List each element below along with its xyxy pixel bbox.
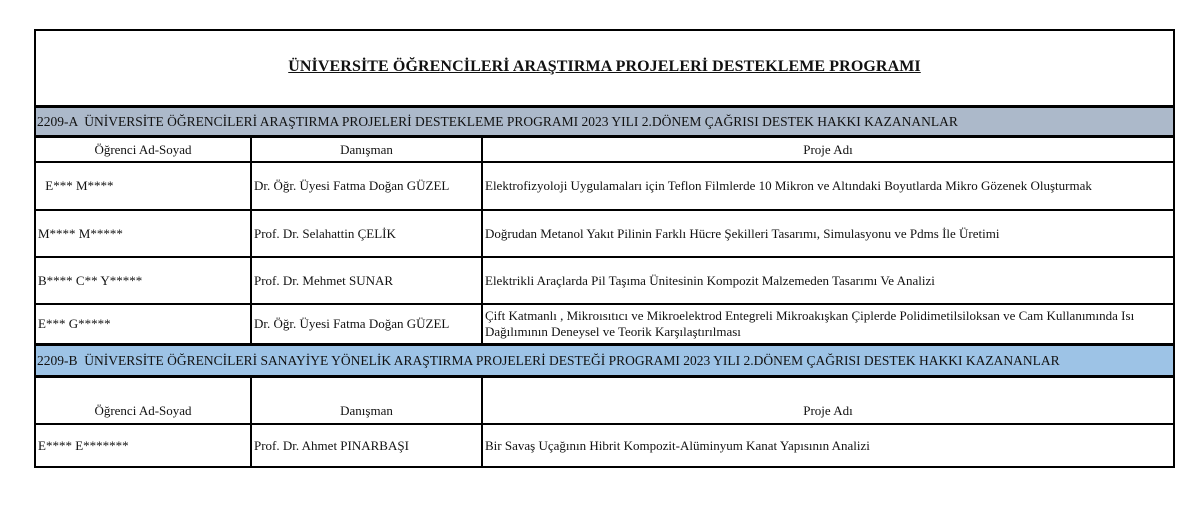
section-a-heading: 2209-A ÜNİVERSİTE ÖĞRENCİLERİ ARAŞTIRMA PROJELERİ DESTEKLEME PROGRAMI 2023 YILI 2.DÖNEM ÇAĞRISI DESTEK HAKKI KAZANANLAR — [35, 107, 1174, 137]
project-cell: Bir Savaş Uçağının Hibrit Kompozit-Alüminyum Kanat Yapısının Analizi — [482, 424, 1174, 467]
student-cell: B**** C** Y***** — [35, 257, 251, 304]
advisor-cell: Dr. Öğr. Üyesi Fatma Doğan GÜZEL — [251, 162, 482, 210]
page-title: ÜNİVERSİTE ÖĞRENCİLERİ ARAŞTIRMA PROJELERİ DESTEKLEME PROGRAMI — [288, 58, 921, 75]
table-row — [35, 257, 1174, 304]
section-b-heading: 2209-B ÜNİVERSİTE ÖĞRENCİLERİ SANAYİYE YÖNELİK ARAŞTIRMA PROJELERİ DESTEĞİ PROGRAMI 2023 YILI 2.DÖNEM ÇAĞRISI DESTEK HAKKI KAZANANLAR — [35, 345, 1174, 377]
student-cell: E*** G***** — [35, 304, 251, 345]
column-header-advisor: Danışman — [251, 377, 482, 425]
project-cell: Çift Katmanlı , Mikroısıtıcı ve Mikroelektrod Entegreli Mikroakışkan Çiplerde Polidimetilsiloksan ve Cam Kullanımında Isı Dağılımının Deneysel ve Teorik Karşılaştırılması — [482, 304, 1174, 345]
column-header-project: Proje Adı — [482, 377, 1174, 425]
section-b-column-headers — [35, 377, 1174, 425]
column-header-student: Öğrenci Ad-Soyad — [35, 137, 251, 163]
advisor-cell: Prof. Dr. Mehmet SUNAR — [251, 257, 482, 304]
column-header-project: Proje Adı — [482, 137, 1174, 163]
section-a-column-headers — [35, 137, 1174, 163]
student-cell: M**** M***** — [35, 210, 251, 257]
student-cell: E*** M**** — [35, 162, 251, 210]
section-b-heading-row — [35, 345, 1174, 377]
title-cell — [35, 30, 1174, 107]
title-row — [35, 30, 1174, 107]
column-header-student: Öğrenci Ad-Soyad — [35, 377, 251, 425]
project-cell: Elektrikli Araçlarda Pil Taşıma Ünitesinin Kompozit Malzemeden Tasarımı Ve Analizi — [482, 257, 1174, 304]
table-row — [35, 210, 1174, 257]
advisor-cell: Prof. Dr. Selahattin ÇELİK — [251, 210, 482, 257]
project-cell: Elektrofizyoloji Uygulamaları için Teflon Filmlerde 10 Mikron ve Altındaki Boyutlarda Mikro Gözenek Oluşturmak — [482, 162, 1174, 210]
table-row — [35, 424, 1174, 467]
section-a-heading-row — [35, 107, 1174, 137]
results-table — [34, 29, 1175, 468]
results-sheet — [34, 29, 1173, 468]
student-cell: E**** E******* — [35, 424, 251, 467]
table-row — [35, 162, 1174, 210]
column-header-advisor: Danışman — [251, 137, 482, 163]
table-row — [35, 304, 1174, 345]
advisor-cell: Prof. Dr. Ahmet PINARBAŞI — [251, 424, 482, 467]
project-cell: Doğrudan Metanol Yakıt Pilinin Farklı Hücre Şekilleri Tasarımı, Simulasyonu ve Pdms İle Üretimi — [482, 210, 1174, 257]
advisor-cell: Dr. Öğr. Üyesi Fatma Doğan GÜZEL — [251, 304, 482, 345]
